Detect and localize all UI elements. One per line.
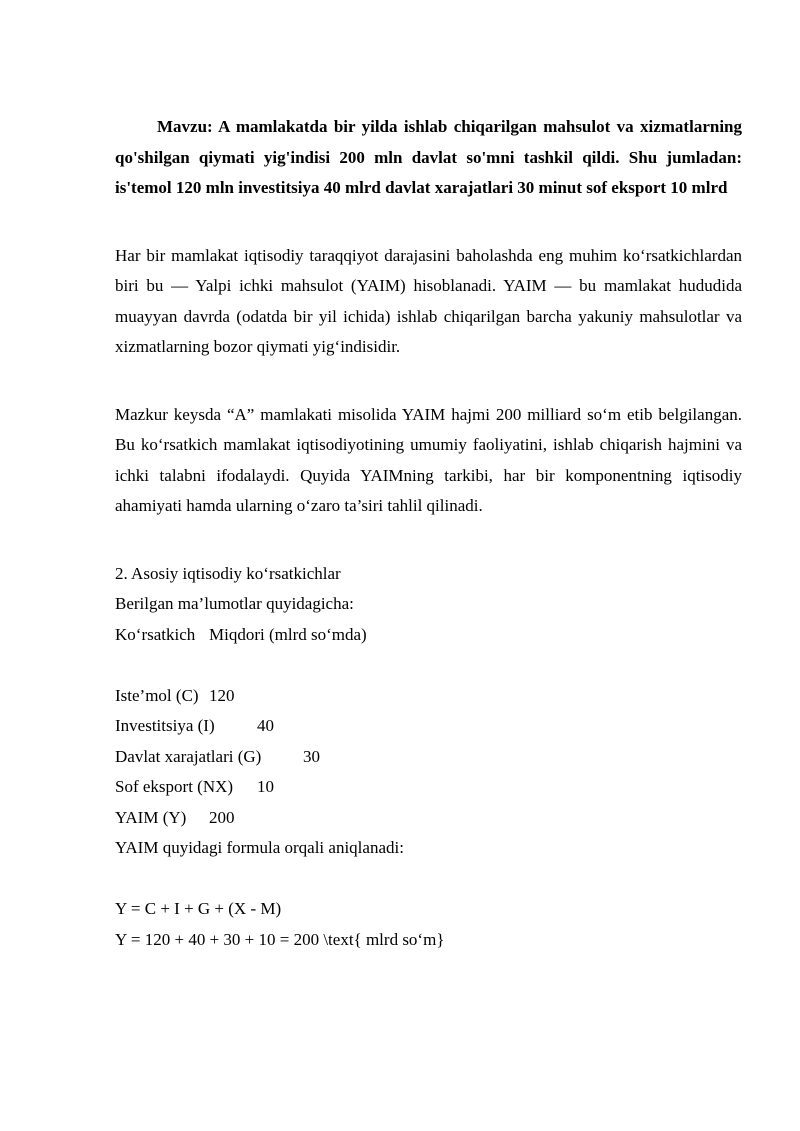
- formula-general: Y = C + I + G + (X - M): [115, 899, 282, 918]
- spacer: [115, 363, 742, 400]
- row-value: 40: [257, 716, 274, 735]
- row-label: YAIM (Y): [115, 807, 187, 827]
- row-label: Davlat xarajatlari (G): [115, 746, 262, 766]
- row-value: 200: [209, 807, 235, 827]
- table-header-amount: Miqdori (mlrd so‘mda): [209, 624, 367, 644]
- row-value: 30: [303, 746, 320, 766]
- table-row: [115, 803, 742, 834]
- paragraph-intro: Har bir mamlakat iqtisodiy taraqqiyot darajasini baholashda eng muhim ko‘rsatkichlardan biri bu — Yalpi ichki mahsulot (YAIM) hisoblanadi. YAIM — bu mamlakat hududida muayyan davrda (odatda bir yil ichida) ishlab chiqarilgan barcha yakuniy mahsulotlar va xizmatlarning bozor qiymati yig‘indisidir.: [115, 245, 742, 356]
- row-value: 120: [209, 685, 235, 705]
- document-page: [115, 112, 742, 955]
- table-row: [115, 742, 742, 773]
- spacer: [115, 864, 742, 895]
- table-header: [115, 620, 742, 651]
- table-row: [115, 711, 742, 742]
- formula-intro: YAIM quyidagi formula orqali aniqlanadi:: [115, 838, 404, 857]
- spacer: [115, 522, 742, 559]
- section-intro: Berilgan ma’lumotlar quyidagicha:: [115, 594, 354, 613]
- spacer: [115, 650, 742, 681]
- spacer: [115, 204, 742, 241]
- row-value: 10: [257, 777, 274, 796]
- table-row: [115, 772, 742, 803]
- row-label: Iste’mol (C): [115, 685, 199, 705]
- paragraph-case: Mazkur keysda “A” mamlakati misolida YAIM hajmi 200 milliard so‘m etib belgilangan. Bu ko‘rsatkich mamlakat iqtisodiyotining umumiy faoliyatini, ishlab chiqarish hajmini va ichki talabni ifodalaydi. Quyida YAIMning tarkibi, har bir komponentning iqtisodiy ahamiyati hamda ularning o‘zaro ta’siri tahlil qilinadi.: [115, 404, 742, 515]
- table-row: [115, 681, 742, 712]
- row-label: Investitsiya (I): [115, 716, 215, 735]
- formula-computed: Y = 120 + 40 + 30 + 10 = 200 \text{ mlrd so‘m}: [115, 929, 445, 949]
- table-header-indicator: Ko‘rsatkich: [115, 624, 196, 644]
- row-label: Sof eksport (NX): [115, 777, 234, 796]
- section-heading: 2. Asosiy iqtisodiy ko‘rsatkichlar: [115, 563, 341, 583]
- document-title: Mavzu: A mamlakatda bir yilda ishlab chiqarilgan mahsulot va xizmatlarning qo'shilgan qiymati yig'indisi 200 mln davlat so'mni tashkil qildi. Shu jumladan: is'temol 120 mln investitsiya 40 mlrd davlat xarajatlari 30 minut sof eksport 10 mlrd: [115, 117, 742, 197]
